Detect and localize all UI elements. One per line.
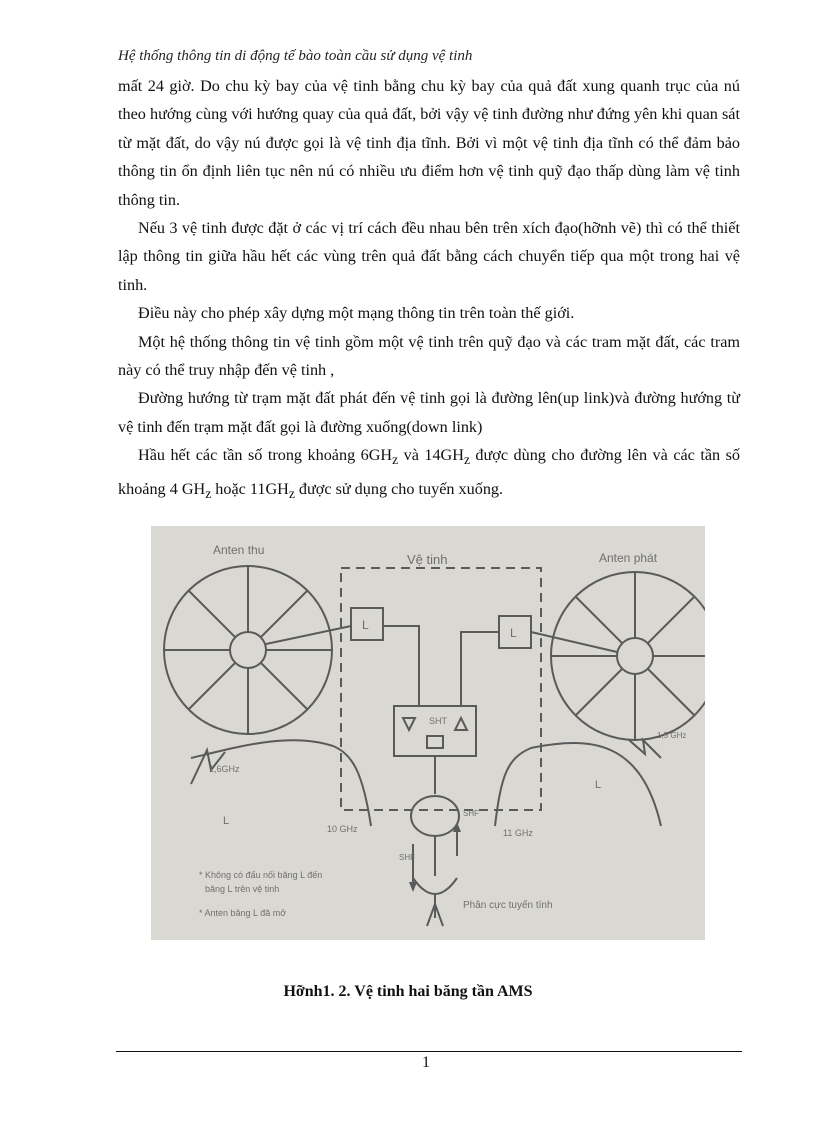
right-beam-curve [495,743,661,826]
label-freq-10: 10 GHz [327,824,358,834]
freq-text: và 14GH [398,446,464,465]
body-text [118,72,740,509]
label-satellite: Vệ tinh [407,552,448,567]
freq-text: hoặc 11GH [211,479,289,498]
label-freq-right: 1,5 GHz [657,731,687,740]
label-curve-left: L [223,815,230,827]
satellite-diagram-figure [151,526,705,940]
label-note-2: * Anten băng L đã mở [199,908,287,918]
freq-text: được sử dụng cho tuyến xuống. [294,479,504,498]
label-polarization: Phân cực tuyến tính [463,900,553,911]
label-note-1a: * Không có đấu nối băng L đến [199,870,323,880]
label-note-1b: băng L trên vệ tinh [205,884,280,894]
satellite-diagram [151,526,705,940]
subscript: z [392,452,399,468]
label-curve-right: L [595,779,602,791]
label-antenna-tx: Anten phát [599,551,658,565]
paragraph: Điều này cho phép xây dựng một mạng thông tin trên toàn thế giới. [138,304,575,323]
label-box-right: L [510,626,517,640]
paragraph: Nếu 3 vệ tinh được đặt ở các vị trí cách đều nhau bên trên xích đạo(hỡnh vẽ) thì có thể thiết lập thông tin giữa hầu hết các vùng trên quả đất bằng cách chuyển tiếp qua một trong hai vệ tinh. [118,219,740,294]
antenna-tx-wheel [551,572,705,740]
footer-rule [116,1051,742,1052]
label-box-left: L [362,618,369,632]
subscript: z [463,452,470,468]
label-shf-upper: SHF [463,809,479,818]
satellite-boundary [341,568,541,810]
paragraph-frequencies [118,441,740,508]
label-antenna-rx: Anten thu [213,543,265,557]
label-sht: SHT [429,716,447,726]
subscript: z [205,486,212,502]
freq-text: được dùng cho đường lên và các tần số khoảng 4 GH [118,446,740,498]
subscript: z [288,486,295,502]
figure-caption: Hỡnh1. 2. Vệ tinh hai băng tần AMS [283,983,533,1000]
label-freq-11: 11 GHz [503,828,533,838]
page-number: 1 [422,1054,430,1071]
freq-text: Hầu hết các tần số trong khoảng 6GH [138,446,393,465]
label-freq-left: 1,6GHz [209,764,240,774]
antenna-rx-wheel [164,566,332,734]
paragraph: mất 24 giờ. Do chu kỳ bay của vệ tinh bằng chu kỳ bay của quả đất xung quanh trục của nú theo hướng cùng với hướng quay của quả đất, bởi vậy vệ tinh đường như đứng yên khi quan sát từ mặt đất, do vậy nú được gọi là vệ tinh địa tĩnh. Bởi vì một vệ tinh địa tĩnh có thể đảm bảo thông tin ổn định liên tục nên nú có nhiều ưu điểm hơn vệ tinh quỹ đạo thấp dùng làm vệ tinh thông tin. [118,77,740,209]
running-header: Hệ thống thông tin di động tế bào toàn cầu sử dụng vệ tinh [118,48,473,64]
paragraph: Đường hướng từ trạm mặt đất phát đến vệ tinh gọi là đường lên(up link)và đường hướng từ vệ tinh đến trạm mặt đất gọi là đường xuống(down link) [118,389,740,436]
paragraph: Một hệ thống thông tin vệ tinh gồm một vệ tinh trên quỹ đạo và các tram mặt đất, các tram này có thể truy nhập đến vệ tinh , [118,332,740,380]
left-beam-curve [191,740,371,826]
label-shf-lower: SHF [399,853,415,862]
